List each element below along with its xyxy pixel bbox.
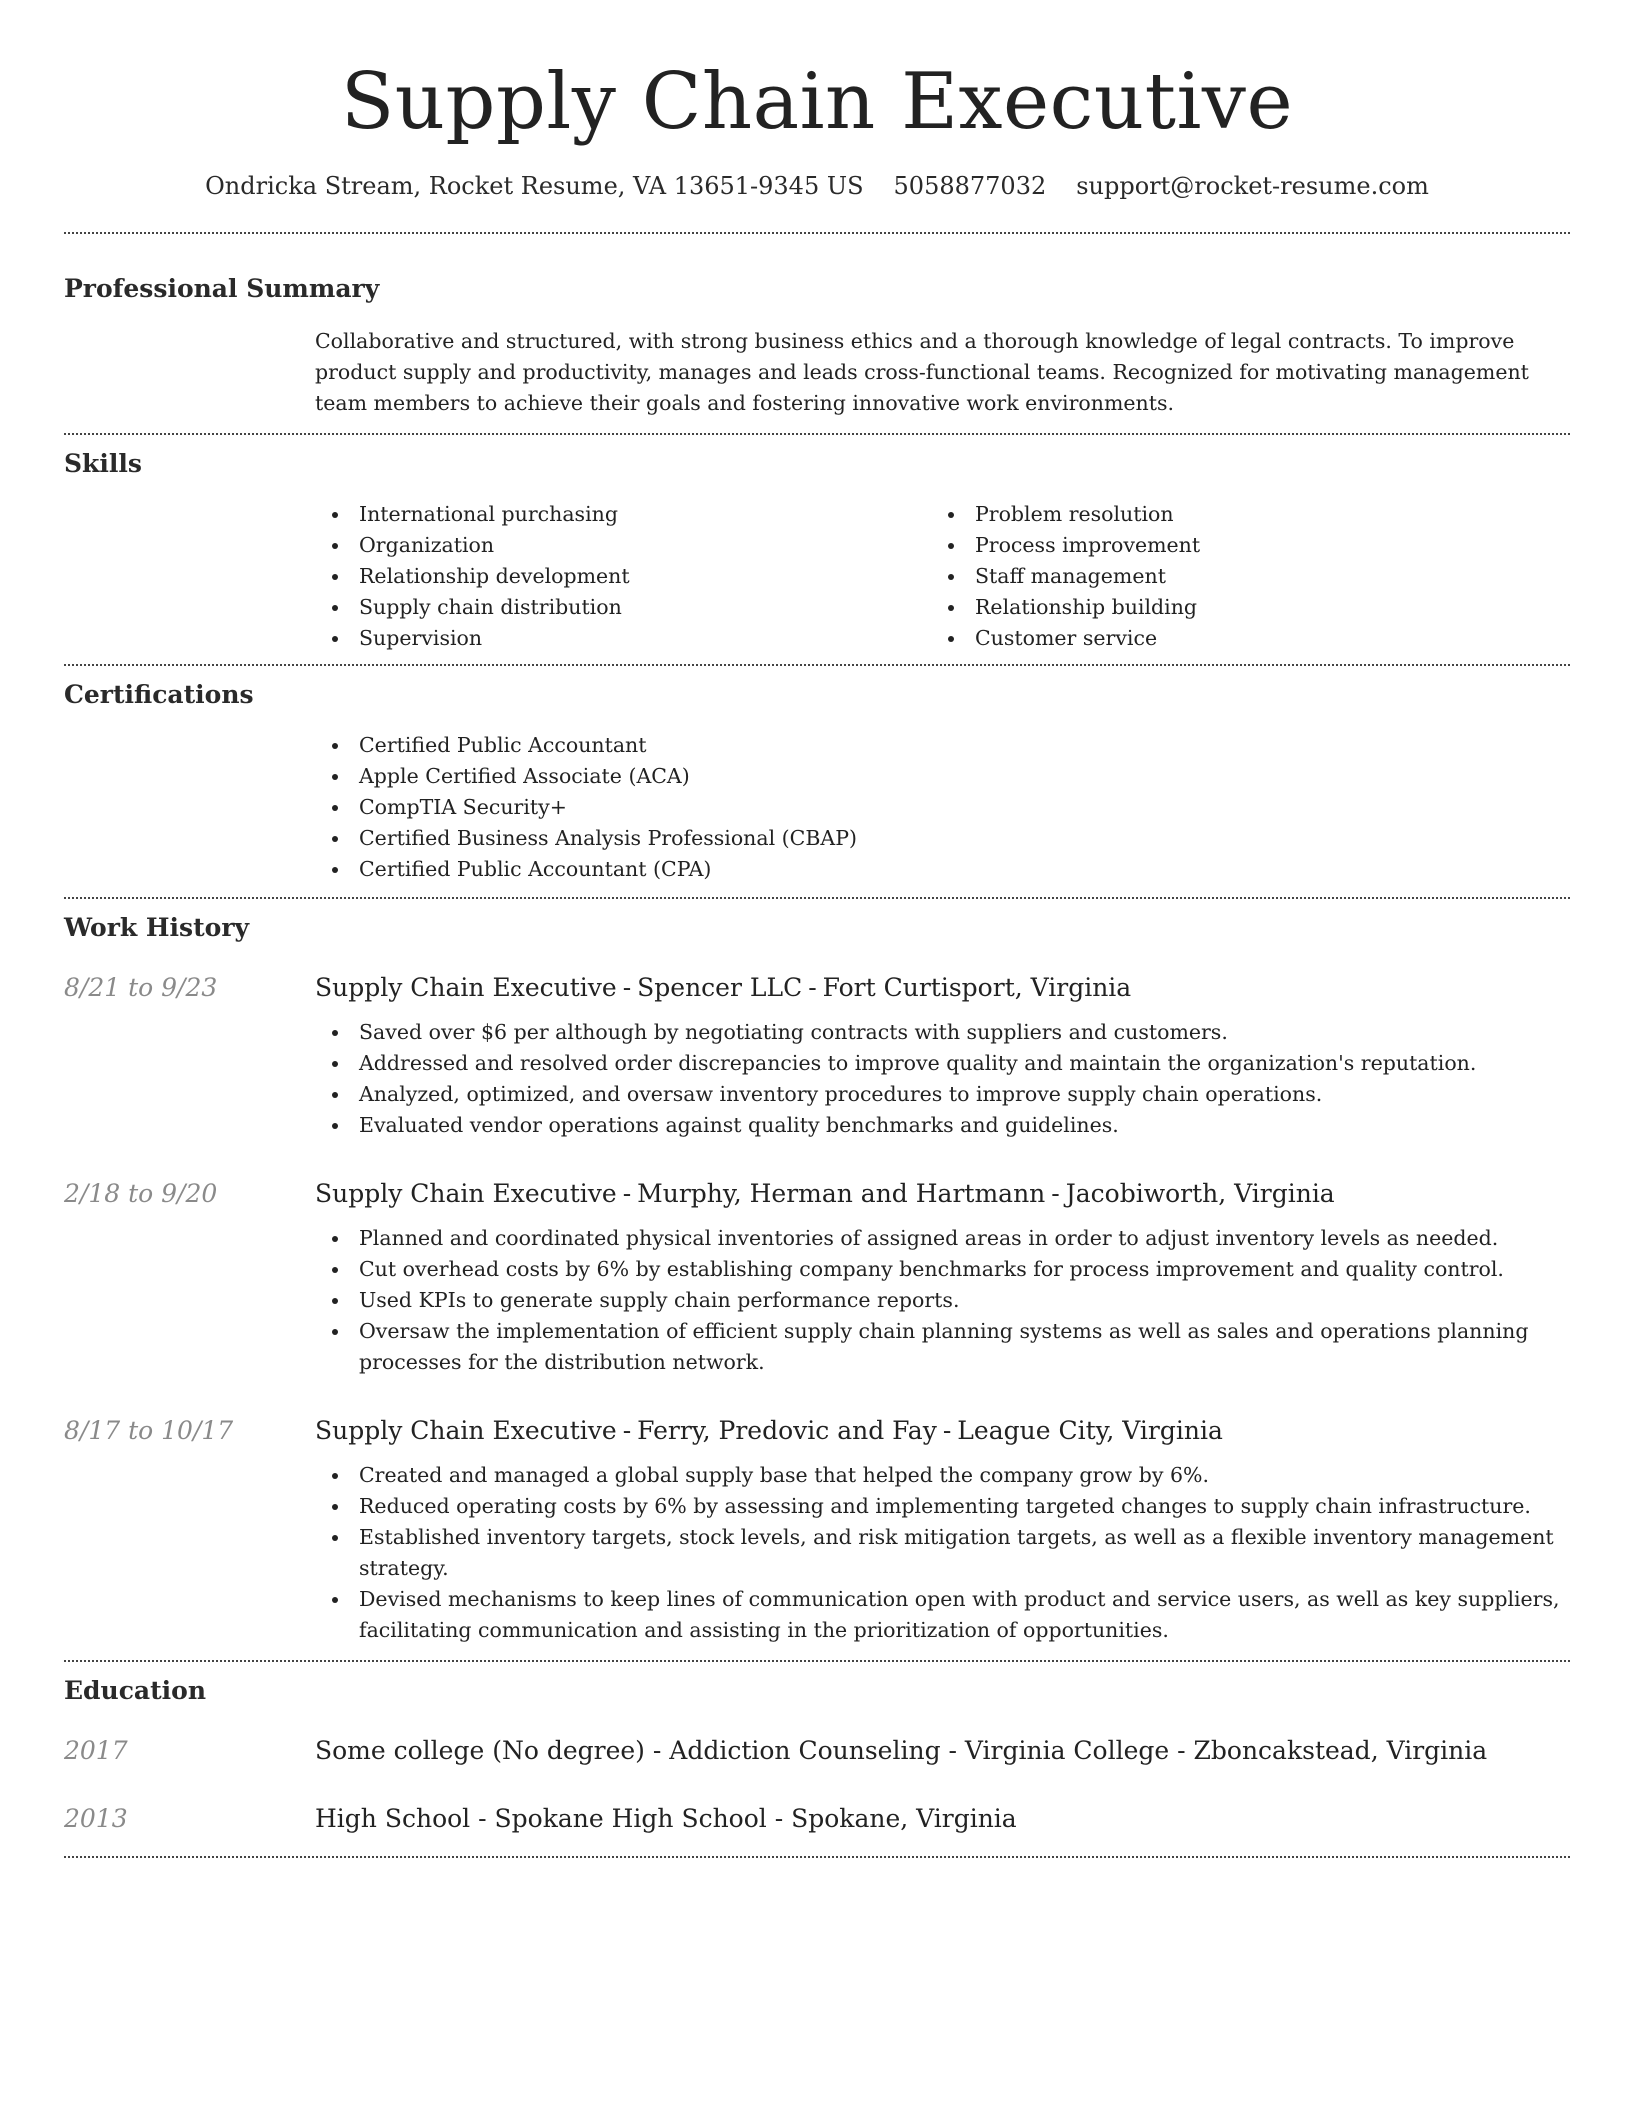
job-entry [64,1177,1570,1378]
contact-email: support@rocket-resume.com [1076,172,1429,200]
separator: - [942,1416,952,1445]
list-item: Created and managed a global supply base that helped the company grow by 6%. [315,1460,1570,1491]
job-title-line [315,971,1570,1005]
job-dates: 2/18 to 9/20 [64,1179,218,1208]
job-title-line [315,1177,1570,1211]
list-item: Process improvement [931,530,1547,561]
contact-address: Ondricka Stream, Rocket Resume, VA 13651-9345 US [205,172,864,200]
list-item: Reduced operating costs by 6% by assessing and implementing targeted changes to supply chain infrastructure. [315,1491,1570,1522]
skills-columns [315,499,1565,664]
job-details [315,1177,1570,1378]
list-item: Certified Public Accountant (CPA) [315,854,1565,885]
list-item: Staff management [931,561,1547,592]
list-item: Certified Business Analysis Professional (CBAP) [315,823,1565,854]
section-title-skills: Skills [64,449,142,478]
list-item: Relationship development [315,561,931,592]
list-item: Used KPIs to generate supply chain performance reports. [315,1285,1570,1316]
education-details: Some college (No degree) - Addiction Counseling - Virginia College - Zboncakstead, Virginia [315,1736,1488,1765]
candidate-name: Supply Chain Executive [340,57,1294,147]
section-title-work-history: Work History [64,913,250,942]
job-details [315,971,1570,1141]
job-dates: 8/17 to 10/17 [64,1416,234,1445]
job-role: Supply Chain Executive [315,1179,617,1208]
list-item: Evaluated vendor operations against quality benchmarks and guidelines. [315,1110,1570,1141]
job-title-line [315,1414,1570,1448]
skills-list-left [315,499,931,654]
job-dates: 8/21 to 9/23 [64,973,218,1002]
job-details [315,1414,1570,1646]
job-entry [64,971,1570,1141]
list-item: Supply chain distribution [315,592,931,623]
section-divider [64,1856,1570,1858]
contact-phone: 5058877032 [893,172,1047,200]
job-role: Supply Chain Executive [315,1416,617,1445]
list-item: Organization [315,530,931,561]
list-item: Supervision [315,623,931,654]
job-bullets [315,1017,1570,1141]
separator: - [622,1179,632,1208]
list-item: International purchasing [315,499,931,530]
certifications-list [315,730,1565,897]
resume-content [64,0,1570,1858]
skills-section [64,435,1570,664]
list-item: CompTIA Security+ [315,792,1565,823]
list-item: Relationship building [931,592,1547,623]
job-company: Ferry, Predovic and Fay [637,1416,937,1445]
list-item: Oversaw the implementation of efficient supply chain planning systems as well as sales and operations planning processes for the distribution network. [315,1316,1570,1378]
skills-list-right [931,499,1547,654]
section-title-certifications: Certifications [64,680,254,709]
list-item: Devised mechanisms to keep lines of communication open with product and service users, as well as key suppliers, facilitating communication and assisting in the prioritization of opportunities. [315,1584,1570,1646]
separator: - [1051,1179,1060,1208]
list-item: Problem resolution [931,499,1547,530]
list-item: Saved over $6 per although by negotiating contracts with suppliers and customers. [315,1017,1570,1048]
job-bullets [315,1223,1570,1378]
summary-text: Collaborative and structured, with strong business ethics and a thorough knowledge of legal contracts. To improve product supply and productivity, manages and leads cross-functional teams. Recognized for motivating management team members to achieve their goals and fostering innovative work environments. [315,329,1529,415]
job-entry [64,1414,1570,1646]
section-title-education: Education [64,1676,207,1705]
list-item: Established inventory targets, stock levels, and risk mitigation targets, as well as a flexible inventory management strategy. [315,1522,1570,1584]
separator: - [808,973,817,1002]
section-title-summary: Professional Summary [64,274,380,303]
list-item: Planned and coordinated physical inventories of assigned areas in order to adjust inventory levels as needed. [315,1223,1570,1254]
education-entry [64,1802,1570,1836]
list-item: Apple Certified Associate (ACA) [315,761,1565,792]
list-item: Customer service [931,623,1547,654]
job-location: League City, Virginia [957,1416,1223,1445]
section-divider [64,232,1570,234]
education-entry [64,1734,1570,1768]
separator: - [622,973,632,1002]
education-year: 2017 [64,1736,128,1765]
job-location: Jacobiworth, Virginia [1065,1179,1335,1208]
list-item: Certified Public Accountant [315,730,1565,761]
job-location: Fort Curtisport, Virginia [822,973,1132,1002]
list-item: Cut overhead costs by 6% by establishing company benchmarks for process improvement and quality control. [315,1254,1570,1285]
separator: - [622,1416,632,1445]
education-year: 2013 [64,1804,128,1833]
certifications-section [64,666,1570,897]
job-company: Spencer LLC [637,973,803,1002]
list-item: Addressed and resolved order discrepancies to improve quality and maintain the organization's reputation. [315,1048,1570,1079]
work-history-section [64,899,1570,1660]
education-details: High School - Spokane High School - Spokane, Virginia [315,1804,1017,1833]
job-bullets [315,1460,1570,1646]
list-item: Analyzed, optimized, and oversaw inventory procedures to improve supply chain operations. [315,1079,1570,1110]
education-section [64,1662,1570,1856]
contact-line [64,170,1570,202]
job-role: Supply Chain Executive [315,973,617,1002]
summary-section [64,272,1570,433]
job-company: Murphy, Herman and Hartmann [637,1179,1046,1208]
